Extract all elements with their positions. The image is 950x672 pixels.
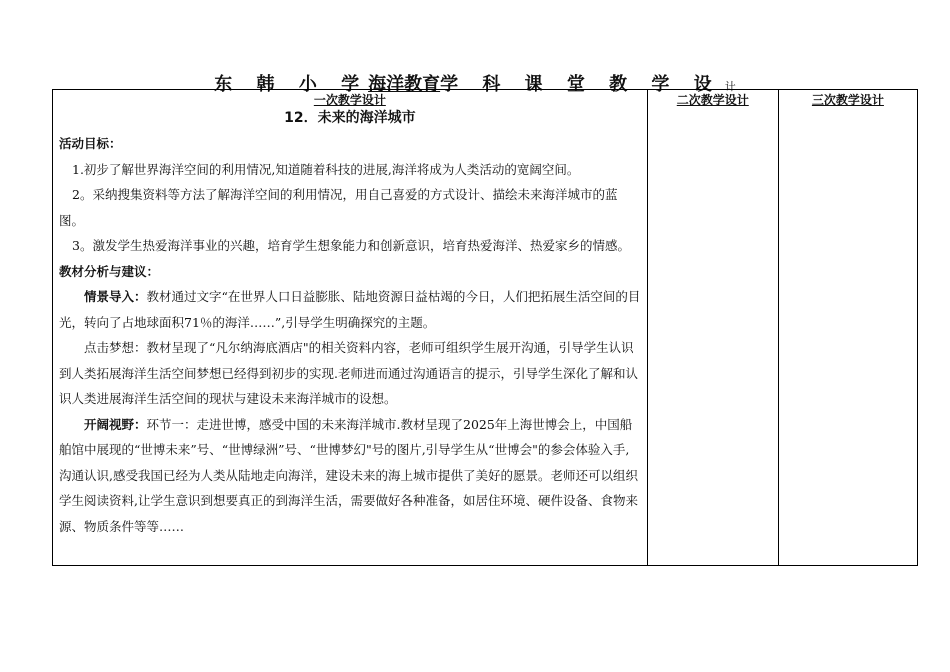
third-design-cell — [778, 90, 917, 566]
lesson-content — [53, 127, 647, 539]
analysis-lead: 情景导入： — [84, 289, 147, 304]
analysis-paragraph — [59, 284, 641, 335]
analysis-paragraph — [59, 412, 641, 540]
objective-item: 1.初步了解世界海洋空间的利用情况,知道随着科技的进展,海洋将成为人类活动的宽阔空间。 — [72, 161, 580, 177]
second-design-header: 二次教学设计 — [676, 93, 749, 107]
analysis-text: 环节一：走进世博，感受中国的未来海洋城市.教材呈现了2025年上海世博会上，中国船舶馆中展现的“世博未来”号、“世博绿洲”号、“世博梦幻"号的图片,引导学生从“世博会"的参会体验入手,沟通认识,感受我国已经为人类从陆地走向海洋，建设未来的海上城市提供了美好的愿景。老师还可以组织学生阅读资料,让学生意识到想要真正的到海洋生活，需要做好各种准备，如居住环境、硬件设备、食物来源、物质条件等等…… — [59, 416, 638, 534]
lesson-title: 12．未来的海洋城市 — [284, 110, 416, 126]
objective-item: 3。激发学生热爱海洋事业的兴趣，培育学生想象能力和创新意识，培育热爱海洋、热爱家乡的情感。 — [72, 238, 630, 253]
objective-item: 2。采纳搜集资料等方法了解海洋空间的利用情况，用自己喜爱的方式设计、描绘未来海洋城市的蓝图。 — [59, 187, 618, 228]
title-school: 东 韩 小 学 — [214, 74, 369, 95]
objectives-heading: 活动目标： — [59, 136, 122, 151]
analysis-paragraph — [59, 335, 641, 412]
first-design-cell — [53, 90, 648, 566]
title-subject: 海洋教育 — [368, 74, 441, 95]
analysis-lead: 开阔视野： — [84, 416, 147, 432]
analysis-text: 教材通过文字“在世界人口日益膨胀、陆地资源日益枯竭的今日，人们把拓展生活空间的目光，转向了占地球面积71％的海洋……”,引导学生明确探究的主题。 — [59, 289, 641, 330]
second-design-cell — [647, 90, 778, 566]
analysis-heading: 教材分析与建议： — [59, 263, 160, 279]
title-rest: 学 科 课 堂 教 学 设 — [440, 74, 721, 95]
analysis-text: 点击梦想：教材呈现了“凡尔纳海底酒店"的相关资料内容，老师可组织学生展开沟通，引导学生认识到人类拓展海洋生活空间梦想已经得到初步的实现.老师进而通过沟通语言的提示，引导学生深化了解和认识人类进展海洋生活空间的现状与建设未来海洋城市的设想。 — [59, 340, 638, 406]
third-design-header: 三次教学设计 — [811, 93, 884, 107]
lesson-plan-table — [52, 89, 918, 566]
title-last-char: 计 — [724, 80, 736, 93]
first-design-header: 一次教学设计 — [313, 93, 386, 107]
